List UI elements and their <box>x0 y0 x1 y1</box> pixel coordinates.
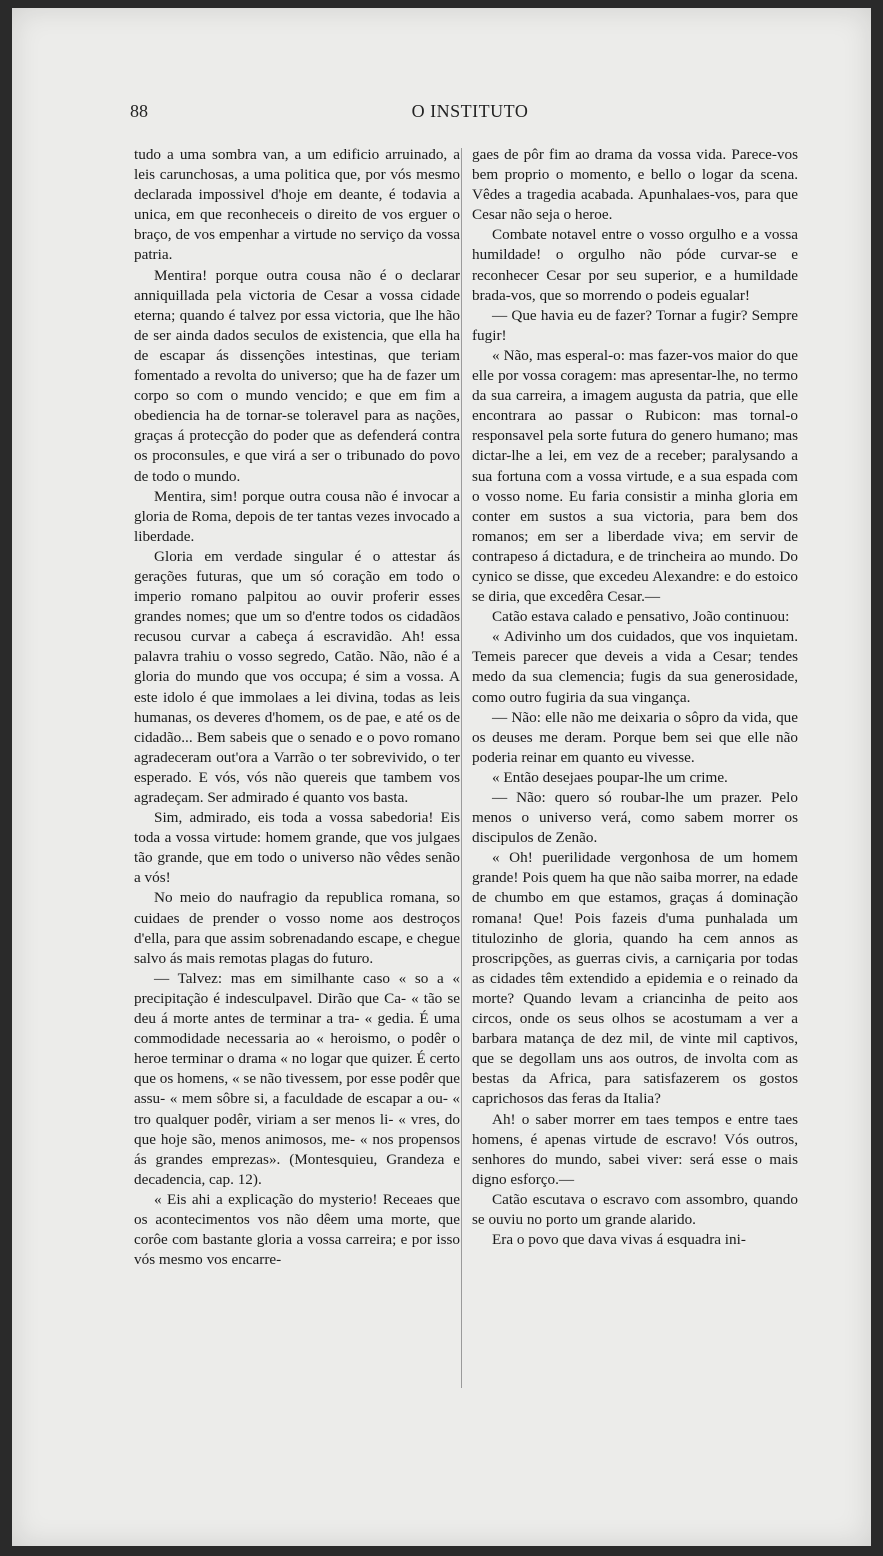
paragraph: Era o povo que dava vivas á esquadra ini- <box>492 1231 746 1249</box>
right-text-column <box>472 145 798 1250</box>
newspaper-page <box>12 8 871 1546</box>
paragraph: Sim, admirado, eis toda a vossa sabedoria! Eis toda a vossa virtude: homem grande, que vos julgaes tão grande, que em todo o universo não vêdes senão a vós! <box>134 809 460 887</box>
paragraph: « Eis ahi a explicação do mysterio! Receaes que os acontecimentos vos não dêem uma morte, que corôe com bastante gloria a vossa carreira; e por isso vós mesmo vos encarre- <box>134 1190 460 1269</box>
paragraph: — Que havia eu de fazer? Tornar a fugir? Sempre fugir! <box>472 306 798 344</box>
paragraph: No meio do naufragio da republica romana, so cuidaes de prender o vosso nome aos destroços d'ella, para que assim sobrenadando escape, e chegue salvo ás mais remotas plagas do futuro. <box>134 889 460 967</box>
paragraph: « Não, mas esperal-o: mas fazer-vos maior do que elle por vossa coragem: mas apresentar-lhe, no termo da sua carreira, a imagem augusta da patria, que elle encontrara ao passar o Rubicon: mas tornal-o responsavel pela sorte futura do genero humano; mas dictar-lhe a lei, em vez de a receber; paralysando a sua fortuna com a vossa virtude, e a sua espada com o vosso nome. Eu faria consistir a minha gloria em conter em sustos a sua victoria, para bem dos romanos; em ser a liberdade viva; em servir de contrapeso á dictadura, e de trincheira ao mundo. Do cynico se disse, que excedeu Alexandre: e do estoico se diria, que excedêra Cesar.— <box>472 346 798 606</box>
paragraph: « Adivinho um dos cuidados, que vos inquietam. Temeis parecer que deveis a vida a Cesar; tendes medo da sua clemencia; fugis da sua generosidade, como outro fugiria da sua vingança. <box>472 628 798 706</box>
paragraph: Catão estava calado e pensativo, João continuou: <box>492 608 790 626</box>
page-header <box>130 101 810 131</box>
paragraph: Combate notavel entre o vosso orgulho e a vossa humildade! o orgulho não póde curvar-se e reconhecer Cesar por seu superior, e a humildade brada-vos, que so morrendo o podeis egualar! <box>472 226 798 304</box>
paragraph: Gloria em verdade singular é o attestar ás gerações futuras, que um só coração em todo o imperio romano palpitou ao ouvir proferir esses grandes nomes; que um so d'entre todos os cidadãos recusou curvar a cabeça á escravidão. Ah! essa palavra trahiu o vosso segredo, Catão. Não, não é a gloria do mundo que vos occupa; é sim a vossa. A este idolo é que immolaes a lei divina, todas as leis humanas, os deveres d'homem, os de pae, e até os de cidadão... Bem sabeis que o senado e o povo romano agradeceram out'ora a Varrão o ter sobrevivido, o ter esperado. E vós, vós não quereis que tambem vos agradeçam. Ser admirado é quanto vos basta. <box>134 547 460 806</box>
column-divider <box>461 148 462 1388</box>
paragraph: tudo a uma sombra van, a um edificio arruinado, a leis carunchosas, a uma politica que, por vós mesmo declarada impossivel d'hoje em deante, é todavia a unica, em que reconheceis o direito de vos erguer o braço, de vos empenhar a virtude no serviço da vossa patria. <box>134 146 460 264</box>
paragraph: Mentira, sim! porque outra cousa não é invocar a gloria de Roma, depois de ter tantas vezes invocado a liberdade. <box>134 487 460 545</box>
paragraph: gaes de pôr fim ao drama da vossa vida. Parece-vos bem proprio o momento, e bello o logar da scena. Vêdes a tragedia acabada. Apunhalaes-vos, para que Cesar não seja o heroe. <box>472 146 798 224</box>
paragraph: Ah! o saber morrer em taes tempos e entre taes homens, é apenas virtude de escravo! Vós outros, senhores do mundo, sabei viver: será esse o mais digno esforço.— <box>472 1110 798 1188</box>
paragraph: — Não: elle não me deixaria o sôpro da vida, que os deuses me deram. Porque bem sei que elle não poderia reinar em quanto eu vivesse. <box>472 708 798 766</box>
paragraph: « Então desejaes poupar-lhe um crime. <box>492 768 728 786</box>
paragraph: Catão escutava o escravo com assombro, quando se ouviu no porto um grande alarido. <box>472 1190 798 1228</box>
page-number: 88 <box>130 101 148 121</box>
paragraph: Mentira! porque outra cousa não é o declarar anniquillada pela victoria de Cesar a vossa cidade eterna; quando é talvez por essa victoria, que lhe hão de ser ainda dados seculos de existencia, que ella ha de escapar ás dissenções intestinas, que teriam fomentado a revolta do universo; que ha de fazer um corpo so com o mundo vencido; e que em fim a obediencia ha de tornar-se toleravel para as nações, graças á protecção do poder que as defenderá contra os proconsules, e que virá a ser o tribunado do povo de todo o mundo. <box>134 266 460 485</box>
paragraph: — Não: quero só roubar-lhe um prazer. Pelo menos o universo verá, como sabem morrer os discipulos de Zenão. <box>472 789 798 847</box>
paragraph: — Talvez: mas em similhante caso « so a « precipitação é indesculpavel. Dirão que Ca- « tão se deu á morte antes de terminar a tra- « gedia. É uma commodidade necessaria ao « heroismo, o podêr o heroe terminar o drama « no logar que quizer. É certo que os homens, « se não tivessem, por esse podêr que assu- « mem sôbre si, a faculdade de escapar a ou- « tro qualquer podêr, viriam a ser menos li- « vres, do que hoje são, menos animosos, me- « nos propensos ás grandes emprezas». (Montesquieu, Grandeza e decadencia, cap. 12). <box>134 969 460 1188</box>
journal-title: O INSTITUTO <box>411 101 529 121</box>
left-text-column <box>134 145 460 1270</box>
paragraph: « Oh! puerilidade vergonhosa de um homem grande! Pois quem ha que não saiba morrer, na edade de chumbo em que estamos, graças á dominação romana! Que! Pois fazeis d'uma punhalada um titulozinho de gloria, quando ha cem annos as proscripções, as guerras civis, a carniçaria por todas as cidades têm extendido a epidemia e o reinado da morte? Quando levam a criancinha de peito aos circos, onde os seus olhos se acostumam a ver a barbara matança de dez mil, de vinte mil captivos, que se degollam uns aos outros, de involta com as bestas da Africa, para satisfazerem os gostos caprichosos das feras da Italia? <box>472 849 798 1108</box>
